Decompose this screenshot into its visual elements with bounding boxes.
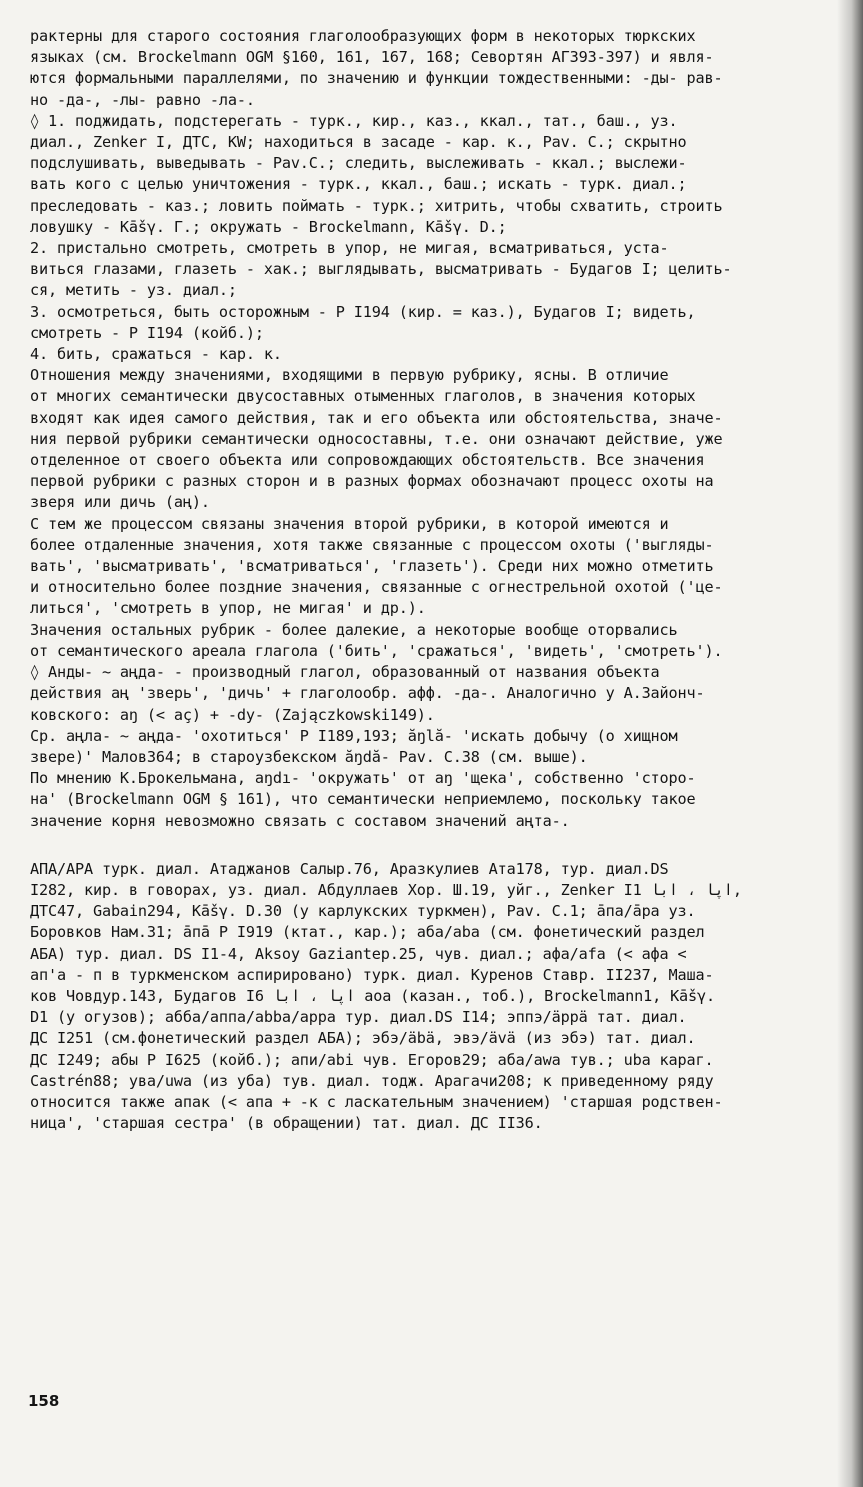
- text-line: значение корня невозможно связать с составом значений аңта-.: [30, 811, 570, 830]
- text-line: рактерны для старого состояния глаголообразующих форм в некоторых тюркских: [30, 27, 696, 45]
- text-line: ловушку - Kāšγ. Г.; окружать - Brockelmann, Kāšγ. D.;: [30, 217, 507, 236]
- text-line: Боровков Нам.31; āпā Р I919 (ктат., кар.); аба/aba (см. фонетический раздел: [30, 923, 705, 942]
- text-line: действия аң 'зверь', 'дичь' + глаголообр. афф. -да-. Аналогично у А.Зайонч-: [30, 684, 705, 703]
- text-line: вать кого с целью уничтожения - турк., ккал., баш.; искать - турк. диал.;: [30, 175, 687, 194]
- text-line: ◊ 1. поджидать, подстерегать - турк., кир., каз., ккал., тат., баш., уз.: [30, 111, 678, 130]
- text-line: ДС I251 (см.фонетический раздел АБА); эбэ/äbä, эвэ/ävä (из эбэ) тат. диал.: [30, 1029, 696, 1048]
- text-line: ния первой рубрики семантически односоставны, т.е. они означают действие, уже: [30, 429, 723, 448]
- text-line: смотреть - Р I194 (койб.);: [30, 323, 264, 342]
- text-line: 2. пристально смотреть, смотреть в упор, не мигая, всматриваться, уста-: [30, 239, 669, 258]
- text-line: Ср. аңла- ~ аңда- 'охотиться' Р I189,193; ăŋlă- 'искать добычу (о хищном: [30, 726, 678, 745]
- text-line: Значения остальных рубрик - более далекие, а некоторые вообще оторвались: [30, 620, 678, 639]
- page-edge-shadow: [837, 0, 863, 1487]
- text-line: АПА/АРА турк. диал. Атаджанов Салыр.76, Аразкулиев Ата178, тур. диал.DS: [30, 859, 669, 878]
- text-line: АБА) тур. диал. DS I1-4, Aksoy Gaziantep.25, чув. диал.; афа/afa (< aфa <: [30, 944, 687, 963]
- text-line: отделенное от своего объекта или сопровождающих обстоятельств. Все значения: [30, 451, 705, 470]
- text-line: ются формальными параллелями, по значению и функции тождественными: -ды- рав-: [30, 69, 723, 88]
- text-line: от многих семантически двусоставных отыменных глаголов, в значения которых: [30, 387, 696, 406]
- text-line: ДТС47, Gabain294, Kāšγ. D.30 (у карлукских туркмен), Pav. C.1; āпа/āpa уз.: [30, 902, 696, 921]
- text-line: звере)' Малов364; в староузбекском ăŋdă- Pav. C.38 (см. выше).: [30, 747, 588, 766]
- text-line: ап'a - п в туркменском аспирировано) турк. диал. Куренов Ставр. II237, Маша-: [30, 965, 714, 984]
- text-line: D1 (у огузов); абба/аппа/abba/appa тур. диал.DS I14; эппэ/äppä тат. диал.: [30, 1008, 687, 1027]
- text-line: Castrén88; ува/uwa (из уба) тув. диал. тодж. Арагачи208; к приведенному ряду: [30, 1071, 714, 1090]
- text-line: и относительно более поздние значения, связанные с огнестрельной охотой ('це-: [30, 578, 723, 597]
- text-line: диал., Zenker I, ДТС, KW; находиться в засаде - кар. к., Pav. C.; скрытно: [30, 133, 687, 152]
- text-line: ся, метить - уз. диал.;: [30, 281, 237, 300]
- text-line: 4. бить, сражаться - кар. к.: [30, 345, 282, 364]
- text-line: преследовать - каз.; ловить поймать - турк.; хитрить, чтобы схватить, строить: [30, 196, 723, 215]
- text-line: более отдаленные значения, хотя также связанные с процессом охоты ('выгляды-: [30, 535, 714, 554]
- text-line: 3. осмотреться, быть осторожным - Р I194 (кир. = каз.), Будагов I; видеть,: [30, 302, 696, 321]
- text-line: I282, кир. в говорах, уз. диал. Абдуллаев Хор. Ш.19, уйг., Zenker I1 ﺍﭘﺎ ، ﺍﺑﺎ,: [30, 880, 743, 899]
- text-line: вать', 'высматривать', 'всматриваться', 'глазеть'). Среди них можно отметить: [30, 557, 714, 576]
- paragraph-gap: [30, 832, 845, 859]
- text-line: С тем же процессом связаны значения второй рубрики, в которой имеются и: [30, 514, 669, 533]
- page-number: 158: [28, 1392, 60, 1410]
- text-line: литься', 'смотреть в упор, не мигая' и др.).: [30, 599, 426, 618]
- text-line: ◊ Анды- ~ аңда- - производный глагол, образованный от названия объекта: [30, 663, 660, 682]
- text-line: виться глазами, глазеть - хак.; выглядывать, высматривать - Будагов I; целить-: [30, 260, 732, 279]
- text-line: ДС I249; абы Р I625 (койб.); апи/abi чув. Егоров29; аба/awa тув.; uba караг.: [30, 1050, 714, 1069]
- text-line: входят как идея самого действия, так и его объекта или обстоятельства, значе-: [30, 408, 723, 427]
- text-line: относится также апак (< апа + -к с ласкательным значением) 'старшая родствен-: [30, 1092, 723, 1111]
- text-line: подслушивать, выведывать - Pav.C.; следить, выслеживать - ккал.; выслежи-: [30, 154, 687, 173]
- text-line: зверя или дичь (аң).: [30, 493, 210, 512]
- text-line: По мнению К.Брокельмана, aŋdı- 'окружать' от aŋ 'щека', собственно 'сторо-: [30, 769, 696, 788]
- text-line: языках (см. Brockelmann OGM §160, 161, 167, 168; Севортян АГ393-397) и явля-: [30, 48, 714, 67]
- article-apa: [30, 859, 845, 1135]
- text-line: ница', 'старшая сестра' (в обращении) тат. диал. ДС II36.: [30, 1114, 543, 1133]
- article-continuation: [30, 26, 845, 832]
- text-line: от семантического ареала глагола ('бить', 'сражаться', 'видеть', 'смотреть').: [30, 641, 723, 660]
- text-line: Отношения между значениями, входящими в первую рубрику, ясны. В отличие: [30, 366, 669, 385]
- text-line: первой рубрики с разных сторон и в разных формах обозначают процесс охоты на: [30, 472, 714, 491]
- text-line: на' (Brockelmann OGM § 161), что семантически неприемлемо, поскольку такое: [30, 790, 696, 809]
- text-line: но -да-, -лы- равно -ла-.: [30, 90, 255, 109]
- text-line: ков Човдур.143, Будагов I6 ﺍﭘﺎ ، ﺍﺑﺎ aoa (казан., тоб.), Brockelmann1, Kāšγ.: [30, 986, 716, 1005]
- text-line: ковского: aŋ (< aç) + -dy- (Zajączkowski149).: [30, 705, 435, 724]
